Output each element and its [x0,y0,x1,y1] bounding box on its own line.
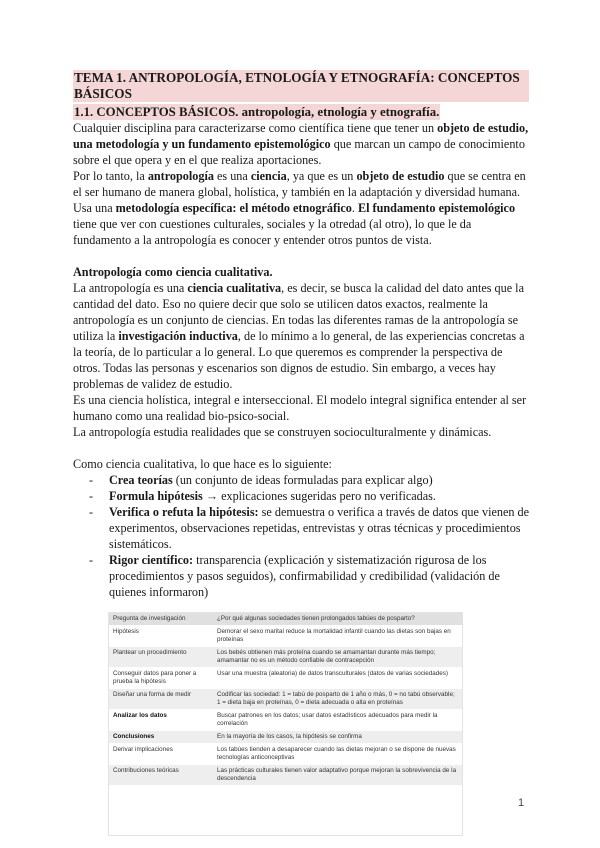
cualitativa-heading: Antropología como ciencia cualitativa. [73,265,273,279]
table-cell-value: ¿Por qué algunas sociedades tienen prolongados tabúes de posparto? [217,615,415,622]
table-cell-value: En la mayoría de los casos, la hipótesis se confirma [217,733,362,740]
table-cell-label: Diseñar una forma de medir [113,691,192,698]
cualitativa-paragraph-1: La antropología es una ciencia cualitativa, es decir, se busca la calidad del dato antes que la cantidad del dato. Eso no quiere decir que solo se utilicen datos exactos, realmente la antropología es un conjunto de ciencias. En todas las diferentes ramas de la antropología se utiliza la investigación inductiva, de lo mínimo a lo general, de las experiencias concretas a la teoría, de lo particular a lo general. Lo que queremos es comprender la perspectiva de otros. Todas las personas y escenarios son dignos de estudio. Sin embargo, a veces hay problemas de validez de estudio. [73,281,525,391]
list-item: - Verifica o refuta la hipótesis: se demuestra o verifica a través de datos que vienen de experimentos, observaciones repetidas, entrevistas y otras técnicas y procedimientos sistemáticos. [73,504,529,552]
research-steps-table [108,612,463,836]
list-item: - Rigor científico: transparencia (explicación y sistematización rigurosa de los procedimientos y pasos seguidos), confirmabilidad y credibilidad (validación de quienes informaron) [73,552,529,600]
table-row [109,668,462,689]
page-number: 1 [518,797,525,809]
table-cell-value: Usar una muestra (aleatoria) de datos transculturales (datos de varias sociedades) [217,670,449,677]
intro-paragraph-3: Usa una metodología específica: el método etnográfico. El fundamento epistemológico tiene que ver con cuestiones culturales, sociales y la otredad (al otro), lo que le da fundamento a la antropología es conocer y entender otros puntos de vista. [73,201,516,247]
list-item: - Crea teorías (un conjunto de ideas formuladas para explicar algo) [73,472,529,488]
table-row [109,731,462,744]
table-row [109,710,462,731]
cualitativa-paragraph-2: Es una ciencia holística, integral e interseccional. El modelo integral significa entender al ser humano como una realidad bio-psico-social. [73,393,527,423]
intro-paragraph-2: Por lo tanto, la antropología es una ciencia, ya que es un objeto de estudio que se centra en el ser humano de manera global, holística, y también en la adaptación y diversidad humana. [73,169,526,199]
table-row [109,613,462,626]
table-cell-label: Analizar los datos [113,712,167,719]
method-list [73,472,529,600]
page-title: TEMA 1. ANTROPOLOGÍA, ETNOLOGÍA Y ETNOGRAFÍA: CONCEPTOS BÁSICOS [73,70,529,102]
table-row [109,744,462,765]
table-cell-value: Las prácticas culturales tienen valor adaptativo porque mejoran la sobrevivencia de la descendencia [217,767,457,782]
table-cell-label: Plantear un procedimiento [113,649,187,656]
table-row [109,689,462,710]
section-subtitle: 1.1. CONCEPTOS BÁSICOS. antropología, etnología y etnografía. [74,105,440,119]
table-cell-label: Conclusiones [113,733,155,740]
table-cell-label: Hipótesis [113,628,139,635]
table-cell-value: Buscar patrones en los datos; usar datos estadísticos adecuados para medir la correlación [217,712,438,727]
intro-paragraph-1: Cualquier disciplina para caracterizarse como científica tiene que tener un objeto de estudio, una metodología y un fundamento epistemológico que marcan un campo de conocimiento sobre el que opera y en el que realiza aportaciones. [73,121,529,167]
table-cell-label: Pregunta de investigación [113,615,186,622]
table-row [109,626,462,647]
table-cell-value: Codificar las sociedad: 1 = tabú de posparto de 1 año o más, 0 = no tabú observable; 1 = dieta baja en proteínas, 0 = dieta adecuada o alta en proteínas [217,691,455,706]
table-cell-label: Conseguir datos para poner a prueba la hipótesis [113,670,197,685]
table-cell-value: Los tabúes tienden a desaparecer cuando las dietas mejoran o se dispone de nuevas tecnologías anticonceptivas [217,746,456,761]
table-row [109,647,462,668]
table-cell-label: Derivar implicaciones [113,746,173,753]
table-cell-value: Los bebés obtienen más proteína cuando se amamantan durante más tiempo; amamantar no es un método confiable de contracepción [217,649,436,664]
table-cell-value: Demorar el sexo marital reduce la mortalidad infantil cuando las dietas son bajas en proteínas [217,628,451,643]
table-cell-label: Contribuciones teóricas [113,767,179,774]
list-item: - Formula hipótesis → explicaciones sugeridas pero no verificadas. [73,488,529,504]
cualitativa-paragraph-3: La antropología estudia realidades que se construyen socioculturalmente y dinámicas. [73,425,492,439]
list-intro: Como ciencia cualitativa, lo que hace es lo siguiente: [73,457,332,471]
table-row [109,765,462,786]
document-body [73,70,529,600]
